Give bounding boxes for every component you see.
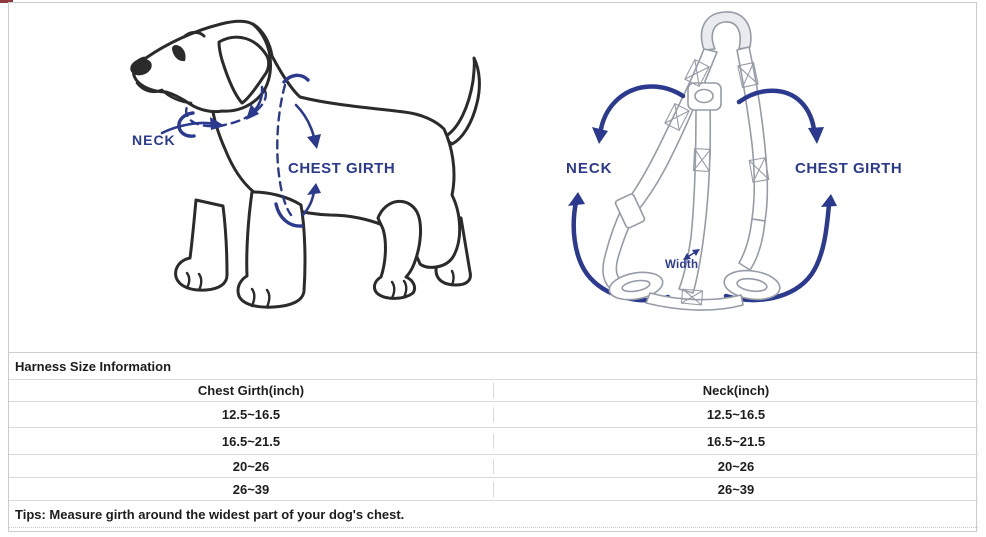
- dog-near-front-leg: [238, 192, 305, 307]
- table-row: [9, 427, 978, 454]
- harness-handle: [702, 12, 751, 50]
- harness-size-table: [9, 352, 978, 528]
- dog-near-hind-leg: [374, 201, 420, 298]
- dog-chest-girth-label: CHEST GIRTH: [288, 160, 396, 177]
- table-row: [9, 401, 978, 427]
- neck-value: 20~26: [493, 459, 978, 474]
- table-tips-row: [9, 500, 978, 528]
- dog-tail: [446, 58, 479, 144]
- neck-value: 16.5~21.5: [493, 434, 978, 449]
- tips-text: Tips: Measure girth around the widest part of your dog's chest.: [15, 506, 405, 522]
- dog-neck-label: NECK: [132, 132, 176, 148]
- harness-right-strap-lower: [739, 219, 765, 270]
- harness-buckle: [688, 83, 721, 110]
- column-header-chest-girth: Chest Girth(inch): [197, 383, 305, 398]
- column-header-neck: Neck(inch): [493, 383, 978, 398]
- harness-chest-girth-label: CHEST GIRTH: [795, 160, 903, 177]
- table-title-row: [9, 352, 978, 379]
- neck-value: 26~39: [493, 482, 978, 497]
- chest-girth-value: 16.5~21.5: [221, 433, 281, 449]
- table-header-row: [9, 379, 978, 401]
- chest-girth-value: 12.5~16.5: [221, 407, 281, 422]
- harness-neck-wrap-arrowhead: [568, 192, 585, 206]
- harness-chest-upper-arrowhead: [808, 127, 824, 144]
- neck-value: 12.5~16.5: [493, 407, 978, 422]
- table-row: [9, 477, 978, 500]
- harness-neck-upper-arrowhead: [592, 127, 608, 144]
- table-row: [9, 454, 978, 477]
- chest-girth-value: 20~26: [232, 458, 270, 474]
- harness-width-label: Width: [665, 259, 699, 271]
- chest-girth-value: 26~39: [232, 481, 270, 497]
- harness-neck-label: NECK: [566, 160, 613, 177]
- harness-chest-wrap-arrowhead: [821, 194, 837, 207]
- harness-right-strap: [737, 47, 767, 221]
- table-title: Harness Size Information: [15, 358, 172, 374]
